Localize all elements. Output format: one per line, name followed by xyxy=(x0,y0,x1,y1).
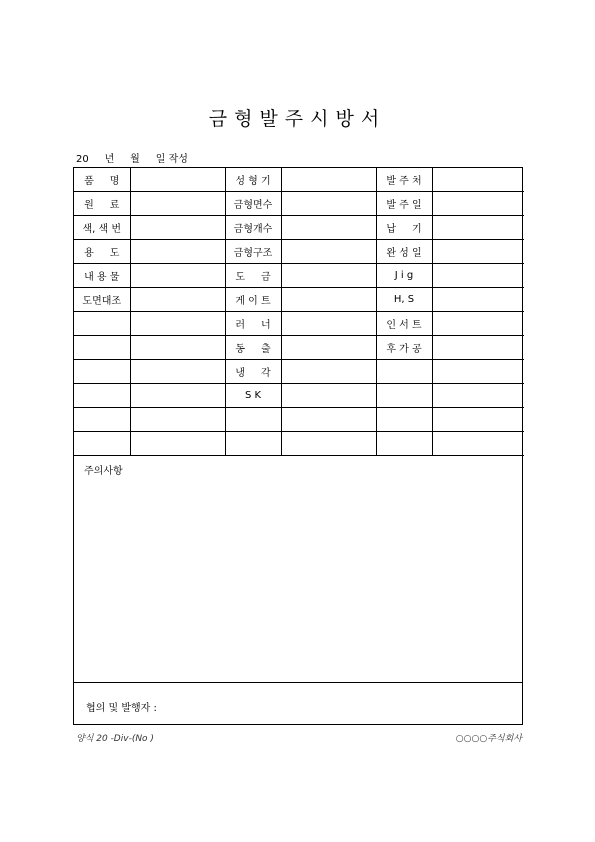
field-value[interactable] xyxy=(130,408,225,432)
table-row xyxy=(74,216,524,240)
field-label xyxy=(74,360,130,384)
field-value[interactable] xyxy=(281,192,376,216)
field-value[interactable] xyxy=(432,192,524,216)
field-label xyxy=(376,408,432,432)
field-label: 후 가 공 xyxy=(376,336,432,360)
field-label: 품 명 xyxy=(74,168,130,192)
field-label xyxy=(74,336,130,360)
field-value[interactable] xyxy=(432,432,524,456)
document-title: 금형발주시방서 xyxy=(208,108,387,130)
field-value[interactable] xyxy=(130,312,225,336)
field-label xyxy=(74,384,130,408)
field-label: 도면대조 xyxy=(74,288,130,312)
field-label: 성 형 기 xyxy=(225,168,281,192)
approval-label: 협의 및 발행자 : xyxy=(86,703,157,714)
table-row xyxy=(74,336,524,360)
field-value[interactable] xyxy=(130,336,225,360)
field-value[interactable] xyxy=(432,288,524,312)
field-value[interactable] xyxy=(432,384,524,408)
field-label: S K xyxy=(225,384,281,408)
field-label: 발 주 처 xyxy=(376,168,432,192)
field-label: 금형구조 xyxy=(225,240,281,264)
field-value[interactable] xyxy=(432,264,524,288)
field-label: 러 너 xyxy=(225,312,281,336)
field-label xyxy=(74,312,130,336)
field-value[interactable] xyxy=(130,384,225,408)
field-label: 발 주 일 xyxy=(376,192,432,216)
company-name: ○○○○주식회사 xyxy=(455,734,522,744)
field-value[interactable] xyxy=(281,288,376,312)
field-value[interactable] xyxy=(432,240,524,264)
field-label: 도 금 xyxy=(225,264,281,288)
field-label xyxy=(74,432,130,456)
field-label: 납 기 xyxy=(376,216,432,240)
field-label: 용 도 xyxy=(74,240,130,264)
field-label: 동 출 xyxy=(225,336,281,360)
notes-section[interactable] xyxy=(74,456,522,683)
field-label xyxy=(74,408,130,432)
date-line: 20 년 월 일 작성 xyxy=(76,154,188,165)
table-row xyxy=(74,288,524,312)
field-label: 금형면수 xyxy=(225,192,281,216)
field-value[interactable] xyxy=(432,216,524,240)
field-value[interactable] xyxy=(130,432,225,456)
field-value[interactable] xyxy=(130,168,225,192)
field-value[interactable] xyxy=(432,360,524,384)
field-value[interactable] xyxy=(281,432,376,456)
field-label: 원 료 xyxy=(74,192,130,216)
table-row xyxy=(74,360,524,384)
field-value[interactable] xyxy=(281,312,376,336)
field-value[interactable] xyxy=(432,408,524,432)
field-label xyxy=(376,384,432,408)
table-row xyxy=(74,408,524,432)
field-value[interactable] xyxy=(432,336,524,360)
field-label: 냉 각 xyxy=(225,360,281,384)
field-value[interactable] xyxy=(281,264,376,288)
table-row xyxy=(74,264,524,288)
field-value[interactable] xyxy=(281,240,376,264)
field-value[interactable] xyxy=(432,168,524,192)
field-value[interactable] xyxy=(281,408,376,432)
field-label: J i g xyxy=(376,264,432,288)
field-value[interactable] xyxy=(281,384,376,408)
approval-section[interactable] xyxy=(74,683,522,726)
field-label: 색, 색 번 xyxy=(74,216,130,240)
field-value[interactable] xyxy=(281,216,376,240)
field-label: H, S xyxy=(376,288,432,312)
table-row xyxy=(74,192,524,216)
table-row xyxy=(74,384,524,408)
field-label: 금형개수 xyxy=(225,216,281,240)
field-label xyxy=(225,432,281,456)
field-value[interactable] xyxy=(130,240,225,264)
form-code: 양식 20 -Div-(No ) xyxy=(76,734,154,744)
field-value[interactable] xyxy=(130,192,225,216)
field-value[interactable] xyxy=(130,264,225,288)
field-value[interactable] xyxy=(281,360,376,384)
notes-label: 주의사항 xyxy=(84,466,123,477)
field-value[interactable] xyxy=(130,360,225,384)
table-row xyxy=(74,168,524,192)
field-value[interactable] xyxy=(130,288,225,312)
field-value[interactable] xyxy=(432,312,524,336)
field-label xyxy=(225,408,281,432)
table-row xyxy=(74,432,524,456)
table-row xyxy=(74,312,524,336)
table-row xyxy=(74,240,524,264)
field-value[interactable] xyxy=(281,168,376,192)
field-label: 완 성 일 xyxy=(376,240,432,264)
field-value[interactable] xyxy=(281,336,376,360)
form-frame xyxy=(73,167,523,725)
field-label xyxy=(376,432,432,456)
field-label: 게 이 트 xyxy=(225,288,281,312)
field-value[interactable] xyxy=(130,216,225,240)
spec-table xyxy=(74,168,524,456)
field-label: 내 용 물 xyxy=(74,264,130,288)
field-label xyxy=(376,360,432,384)
field-label: 인 서 트 xyxy=(376,312,432,336)
